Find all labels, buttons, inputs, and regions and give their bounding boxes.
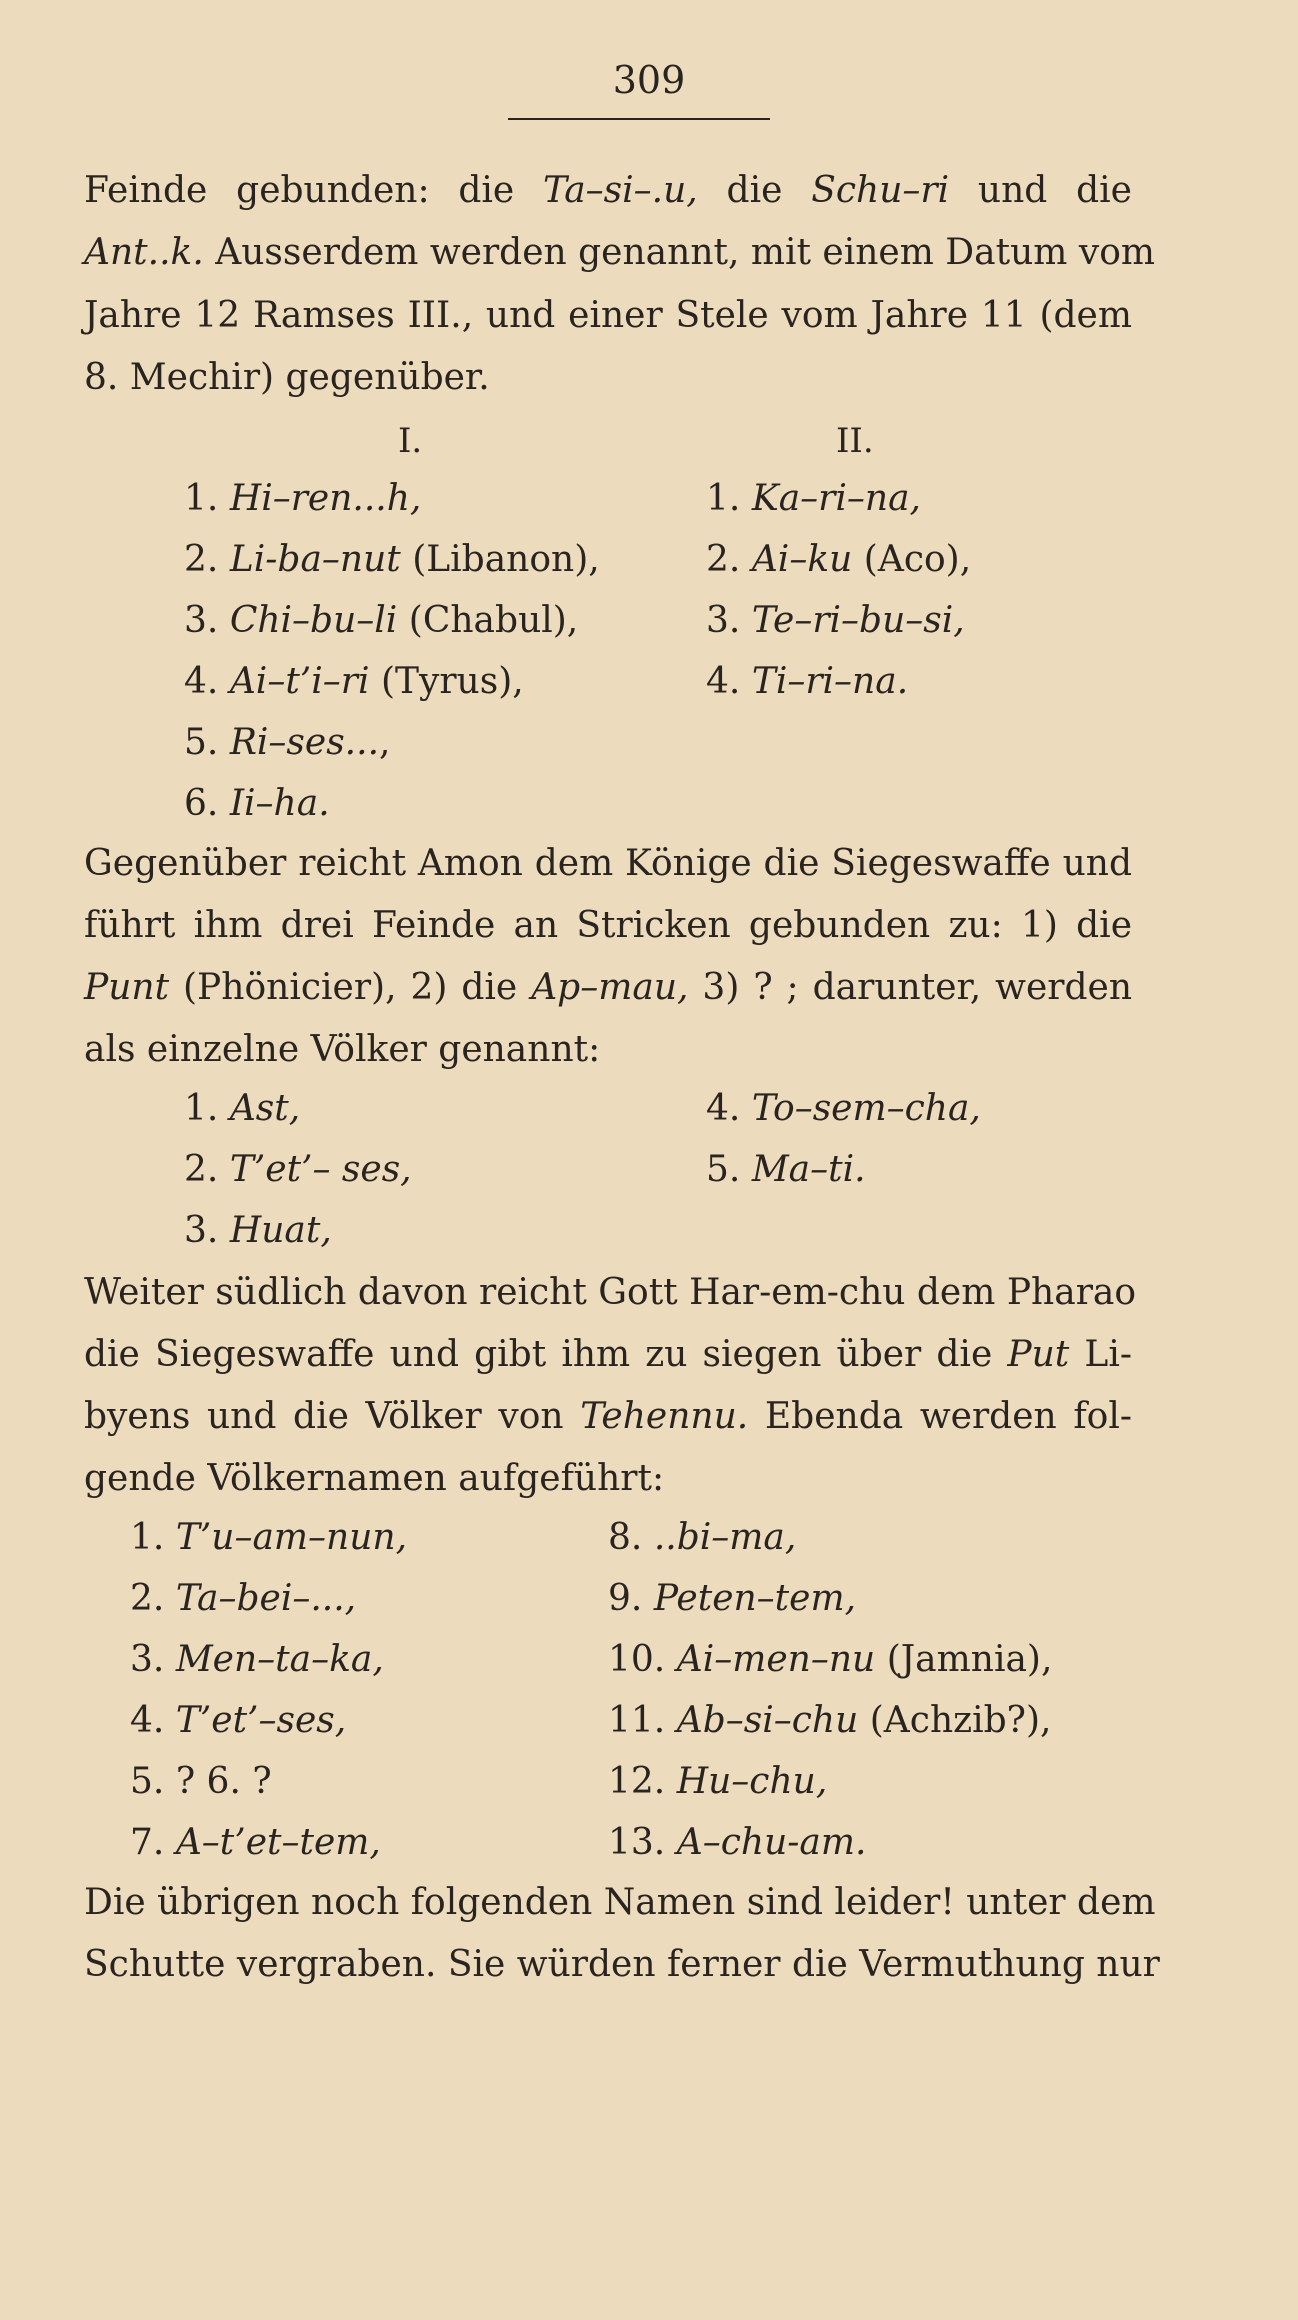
list-item: 4. T’et’–ses, — [130, 1700, 347, 1741]
para3-line4: gende Völkernamen aufgeführt: — [84, 1458, 665, 1499]
list-item: 4. Ti–ri–na. — [706, 661, 909, 702]
list-item: 4. Ai–t’i–ri (Tyrus), — [184, 661, 524, 702]
para3-line2: die Siegeswaffe und gibt ihm zu siegen über die Put Li- — [84, 1334, 1132, 1375]
list-item: 2. T’et’– ses, — [184, 1149, 412, 1190]
list-item: 9. Peten–tem, — [608, 1578, 857, 1619]
para3-line3: byens und die Völker von Tehennu. Ebenda werden fol- — [84, 1396, 1133, 1437]
para3-line1: Weiter südlich davon reicht Gott Har-em-chu dem Pharao — [84, 1272, 1137, 1313]
list-item: 1. T’u–am–nun, — [130, 1517, 408, 1558]
para2-line1: Gegenüber reicht Amon dem Könige die Siegeswaffe und — [84, 843, 1132, 884]
list-item: 12. Hu–chu, — [608, 1761, 828, 1802]
list-item: 2. Ai–ku (Aco), — [706, 539, 972, 580]
list-item: 5. Ma–ti. — [706, 1149, 866, 1190]
list-item: 7. A–t’et–tem, — [130, 1822, 381, 1863]
list-item: 2. Ta–bei–..., — [130, 1578, 357, 1619]
list-item: 1. Ast, — [184, 1088, 301, 1129]
para2-line2: führt ihm drei Feinde an Stricken gebunden zu: 1) die — [84, 905, 1132, 946]
list-item: 10. Ai–men–nu (Jamnia), — [608, 1639, 1053, 1680]
list-item: 5. Ri–ses..., — [184, 722, 391, 763]
list-item: 4. To–sem–cha, — [706, 1088, 981, 1129]
list-item: 3. Huat, — [184, 1210, 332, 1251]
list-item: 6. Ii–ha. — [184, 783, 330, 824]
page-number: 309 — [612, 58, 686, 102]
para2-line4: als einzelne Völker genannt: — [84, 1029, 601, 1070]
header-rule — [508, 118, 770, 120]
para1-line4: 8. Mechir) gegenüber. — [84, 357, 490, 398]
list-item: 1. Hi–ren...h, — [184, 478, 422, 519]
list1-col2-header: II. — [836, 421, 874, 461]
list-item: 3. Men–ta–ka, — [130, 1639, 384, 1680]
list-item: 2. Li-ba–nut (Libanon), — [184, 539, 600, 580]
para4-line1: Die übrigen noch folgenden Namen sind leider! unter dem — [84, 1882, 1156, 1923]
list-item: 1. Ka–ri–na, — [706, 478, 921, 519]
list-item: 8. ..bi–ma, — [608, 1517, 797, 1558]
list-item: 3. Chi–bu–li (Chabul), — [184, 600, 579, 641]
list-item: 11. Ab–si–chu (Achzib?), — [608, 1700, 1052, 1741]
para1-line3: Jahre 12 Ramses III., und einer Stele vom Jahre 11 (dem — [84, 295, 1132, 336]
list1-col1-header: I. — [398, 421, 423, 461]
para1-line1: Feinde gebunden: die Ta–si–.u, die Schu–ri und die — [84, 170, 1132, 211]
list-item: 13. A–chu-am. — [608, 1822, 867, 1863]
list-item: 3. Te–ri–bu–si, — [706, 600, 965, 641]
para1-line2: Ant..k. Ausserdem werden genannt, mit einem Datum vom — [84, 232, 1156, 273]
para4-line2: Schutte vergraben. Sie würden ferner die Vermuthung nur — [84, 1944, 1160, 1985]
para2-line3: Punt (Phönicier), 2) die Ap–mau, 3) ? ; darunter, werden — [84, 967, 1133, 1008]
list-item: 5. ? 6. ? — [130, 1761, 272, 1802]
